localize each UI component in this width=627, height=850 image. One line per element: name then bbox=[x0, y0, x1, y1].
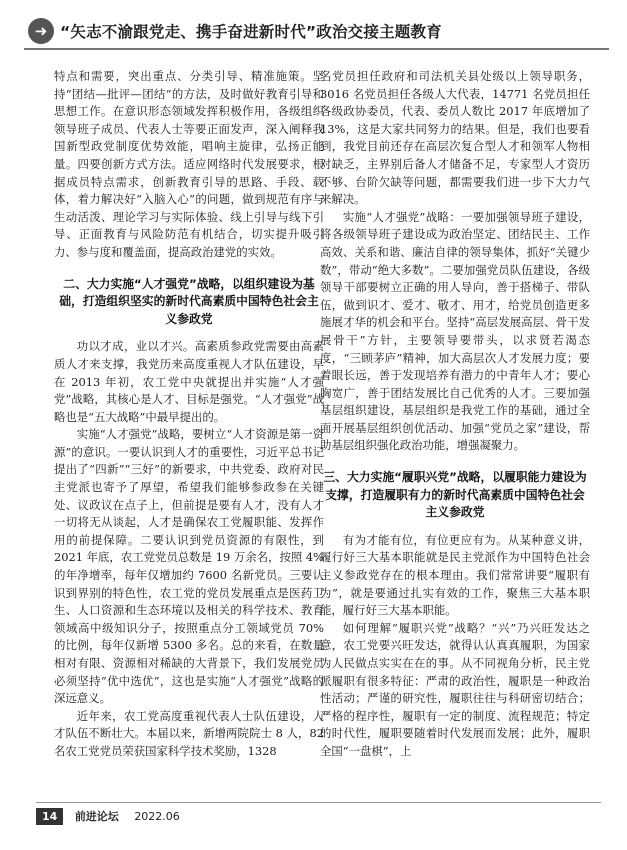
left-column bbox=[54, 68, 324, 761]
paragraph: 名党员担任政府和司法机关县处级以上领导职务，3016 名党员担任各级人大代表，14771 名党员担任各级政协委员，代表、委员人数比 2017 年底增加了 13%，这是大家共同努力的结果。但是，我们也要看到，我党目前还存在高层次复合型人才和领军人物相对缺乏，主界别后备人才储备不足，专家型人才资历不够、台阶欠缺等问题，都需要我们进一步下大力气来解决。 bbox=[320, 69, 590, 207]
section-heading-2: 二、大力实施“人才强党”战略，以组织建设为基础，打造组织坚实的新时代高素质中国特色社会主义参政党 bbox=[59, 276, 319, 326]
paragraph: 有为才能有位，有位更应有为。从某种意义讲，履行好三大基本职能就是民主党派作为中国特色社会主义参政党存在的根本理由。我们常常讲要“履职有为”，就是要通过扎实有效的工作，聚焦三大基本职能，履行好三大基本职能。 bbox=[320, 532, 590, 618]
paragraph: 特点和需要，突出重点、分类引导、精准施策。坚持“团结—批评—团结”的方法，及时做好教育引导和思想工作。在意识形态领域发挥积极作用，各级组织领导班子成员、代表人士等要正面发声，深入阐释我国新型政党制度优势效能，唱响主旋律，弘扬正能量。四要创新方式方法。适应网络时代发展要求，根据成员特点需求，创新教育引导的思路、手段、载体，着力解决好“入脑入心”的问题，做到规范有序与生动活泼、理论学习与实际体验、线上引导与线下引导、正面教育与风险防范有机结合，切实提升吸引力、参与度和覆盖面，提高政治建党的实效。 bbox=[54, 69, 324, 259]
paragraph: 近年来，农工党高度重视代表人士队伍建设，人才队伍不断壮大。本届以来，新增两院院士 8 人，82 名农工党党员荣获国家科学技术奖励，1328 bbox=[54, 708, 324, 758]
header-title: “矢志不渝跟党走、携手奋进新时代”政治交接主题教育 bbox=[60, 23, 442, 41]
issue-date: 2022.06 bbox=[134, 810, 180, 823]
magazine-name: 前进论坛 bbox=[74, 810, 119, 823]
page-footer bbox=[36, 808, 180, 826]
paragraph: 实施“人才强党”战略：一要加强领导班子建设，将各级领导班子建设成为政治坚定、团结民主、工作高效、关系和谐、廉洁自律的领导集体，抓好“关键少数”，带动“绝大多数”。二要加强党员队伍建设，各级领导干部要树立正确的用人导向，善于搭梯子、带队伍，做到识才、爱才、敬才、用才，给党员创造更多施展才华的机会和平台。坚持“高层发展高层、骨干发展骨干”方针，主要领导要带头，以求贤若渴态度，“三顾茅庐”精神，加大高层次人才发展力度；要着眼长远，善于发现培养有潜力的中青年人才；要心胸宽广，善于团结发展比自己优秀的人才。三要加强基层组织建设，基层组织是我党工作的基础，通过全面开展基层组织创优活动、加强“党员之家”建设，帮助基层组织强化政治功能，增强凝聚力。 bbox=[320, 209, 590, 453]
page-number: 14 bbox=[36, 808, 63, 825]
header-divider bbox=[24, 48, 609, 50]
section-heading-3: 三、大力实施“履职兴党”战略，以履职能力建设为支撑，打造履职有力的新时代高素质中国特色社会主义参政党 bbox=[323, 470, 587, 520]
paragraph: 如何理解“履职兴党”战略？“兴”乃兴旺发达之意，农工党要兴旺发达，就得认认真真履职，为国家为人民做点实实在在的事。从不同视角分析，民主党派履职有很多特征：严肃的政治性，履职是一种政治性活动；严谨的研究性，履职往往与科研密切结合；严格的程序性，履职有一定的制度、流程规范；特定的时代性，履职要随着时代发展而发展；此外，履职全国“一盘棋”，上 bbox=[320, 620, 590, 758]
footer-divider bbox=[36, 802, 601, 803]
page-header bbox=[24, 14, 609, 52]
arrow-circle-icon: ➜ bbox=[28, 18, 54, 44]
right-column bbox=[320, 68, 590, 761]
paragraph: 实施“人才强党”战略，要树立“人才资源是第一资源”的意识。一要认识到人才的重要性，习近平总书记提出了“四新”“三好”的新要求，中共党委、政府对民主党派也寄予了厚望，希望我们能够参政参在关键处、议政议在点子上，但前提是要有人才，没有人才一切将无从谈起，人才是确保农工党履职能、发挥作用的前提保障。二要认识到党员资源的有限性，到 2021 年底，农工党党员总数是 19 万余名，按照 4% 的年净增率，每年仅增加约 7600 名新党员。三要认识到界别的特色性，农工党的党员发展重点是医药卫生、人口资源和生态环境以及相关的科学技术、教育领域高中级知识分子，按照重点分工领域党员 70% 的比例，每年仅新增 5300 多名。总的来看，在数量相对有限、资源相对稀缺的大背景下，我们发展党员必须坚持“优中选优”，这也是实施“人才强党”战略的深远意义。 bbox=[54, 427, 324, 706]
paragraph: 功以才成，业以才兴。高素质参政党需要由高素质人才来支撑，我党历来高度重视人才队伍建设，早在 2013 年初，农工党中央就提出并实施“人才强党”战略，其核心是人才、目标是强党。“人才强党”战略也是“五大战略”中最早提出的。 bbox=[54, 339, 324, 424]
